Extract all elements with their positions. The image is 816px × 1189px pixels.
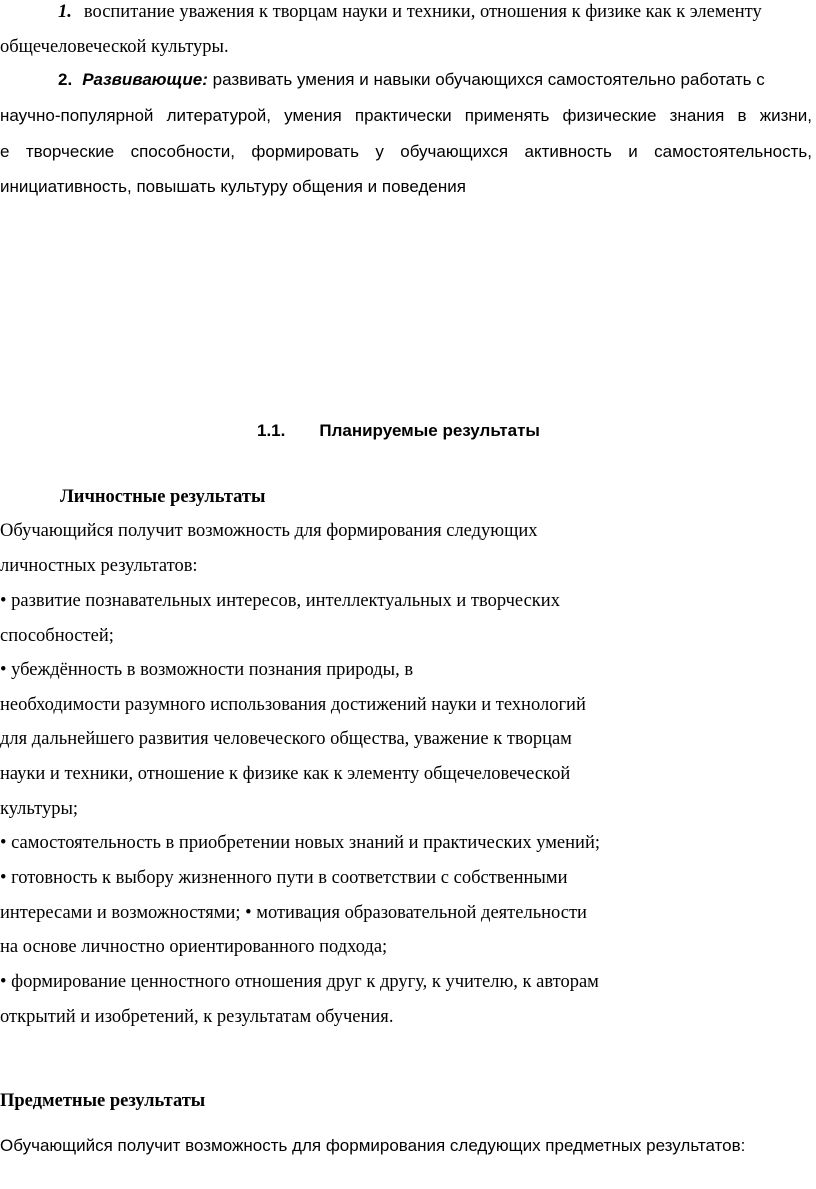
section-number: 1.1. [257,421,286,440]
personal-line: необходимости разумного использования достижений науки и технологий [0,695,586,715]
personal-line: Обучающийся получит возможность для формирования следующих [0,521,538,541]
personal-line: открытий и изобретений, к результатам обучения. [0,1007,394,1027]
subject-results-intro: Обучающийся получит возможность для формирования следующих предметных результатов: [0,1136,746,1155]
section-heading [257,421,540,441]
personal-line: науки и техники, отношение к физике как к элементу общечеловеческой [0,764,571,784]
item-1-text: воспитание уважения к творцам науки и техники, отношения к физике как к элементу [83,2,762,22]
personal-line: способностей; [0,626,114,646]
item-1-line-1 [58,2,816,23]
item-2-line-3: е творческие способности, формировать у обучающихся активность и самостоятельность, [0,142,812,161]
personal-line: для дальнейшего развития человеческого общества, уважение к творцам [0,729,572,749]
personal-results-heading: Личностные результаты [60,487,266,507]
section-title: Планируемые результаты [319,421,540,440]
personal-line: • формирование ценностного отношения друг к другу, к учителю, к авторам [0,972,599,992]
subject-results-heading: Предметные результаты [0,1091,206,1111]
item-2-label: Развивающие: [82,70,208,89]
personal-line: • убеждённость в возможности познания природы, в [0,660,414,680]
personal-line: личностных результатов: [0,556,198,576]
item-2-line-2: научно-популярной литературой, умения практически применять физические знания в жизни, [0,106,812,125]
personal-line: • самостоятельность в приобретении новых знаний и практических умений; [0,833,600,853]
personal-line: интересами и возможностями; • мотивация образовательной деятельности [0,903,587,923]
item-1-line-2: общечеловеческой культуры. [0,37,229,57]
item-2-line-4: инициативность, повышать культуру общения и поведения [0,177,466,196]
item-2-number: 2. [58,70,73,89]
item-2-text: развивать умения и навыки обучающихся самостоятельно работать с [207,70,765,89]
personal-line: на основе личностно ориентированного подхода; [0,937,388,957]
personal-line: • развитие познавательных интересов, интеллектуальных и творческих [0,591,560,611]
personal-line: культуры; [0,799,79,819]
personal-line: • готовность к выбору жизненного пути в соответствии с собственными [0,868,568,888]
item-1-number: 1. [58,2,72,22]
item-2-line-1 [58,70,765,90]
